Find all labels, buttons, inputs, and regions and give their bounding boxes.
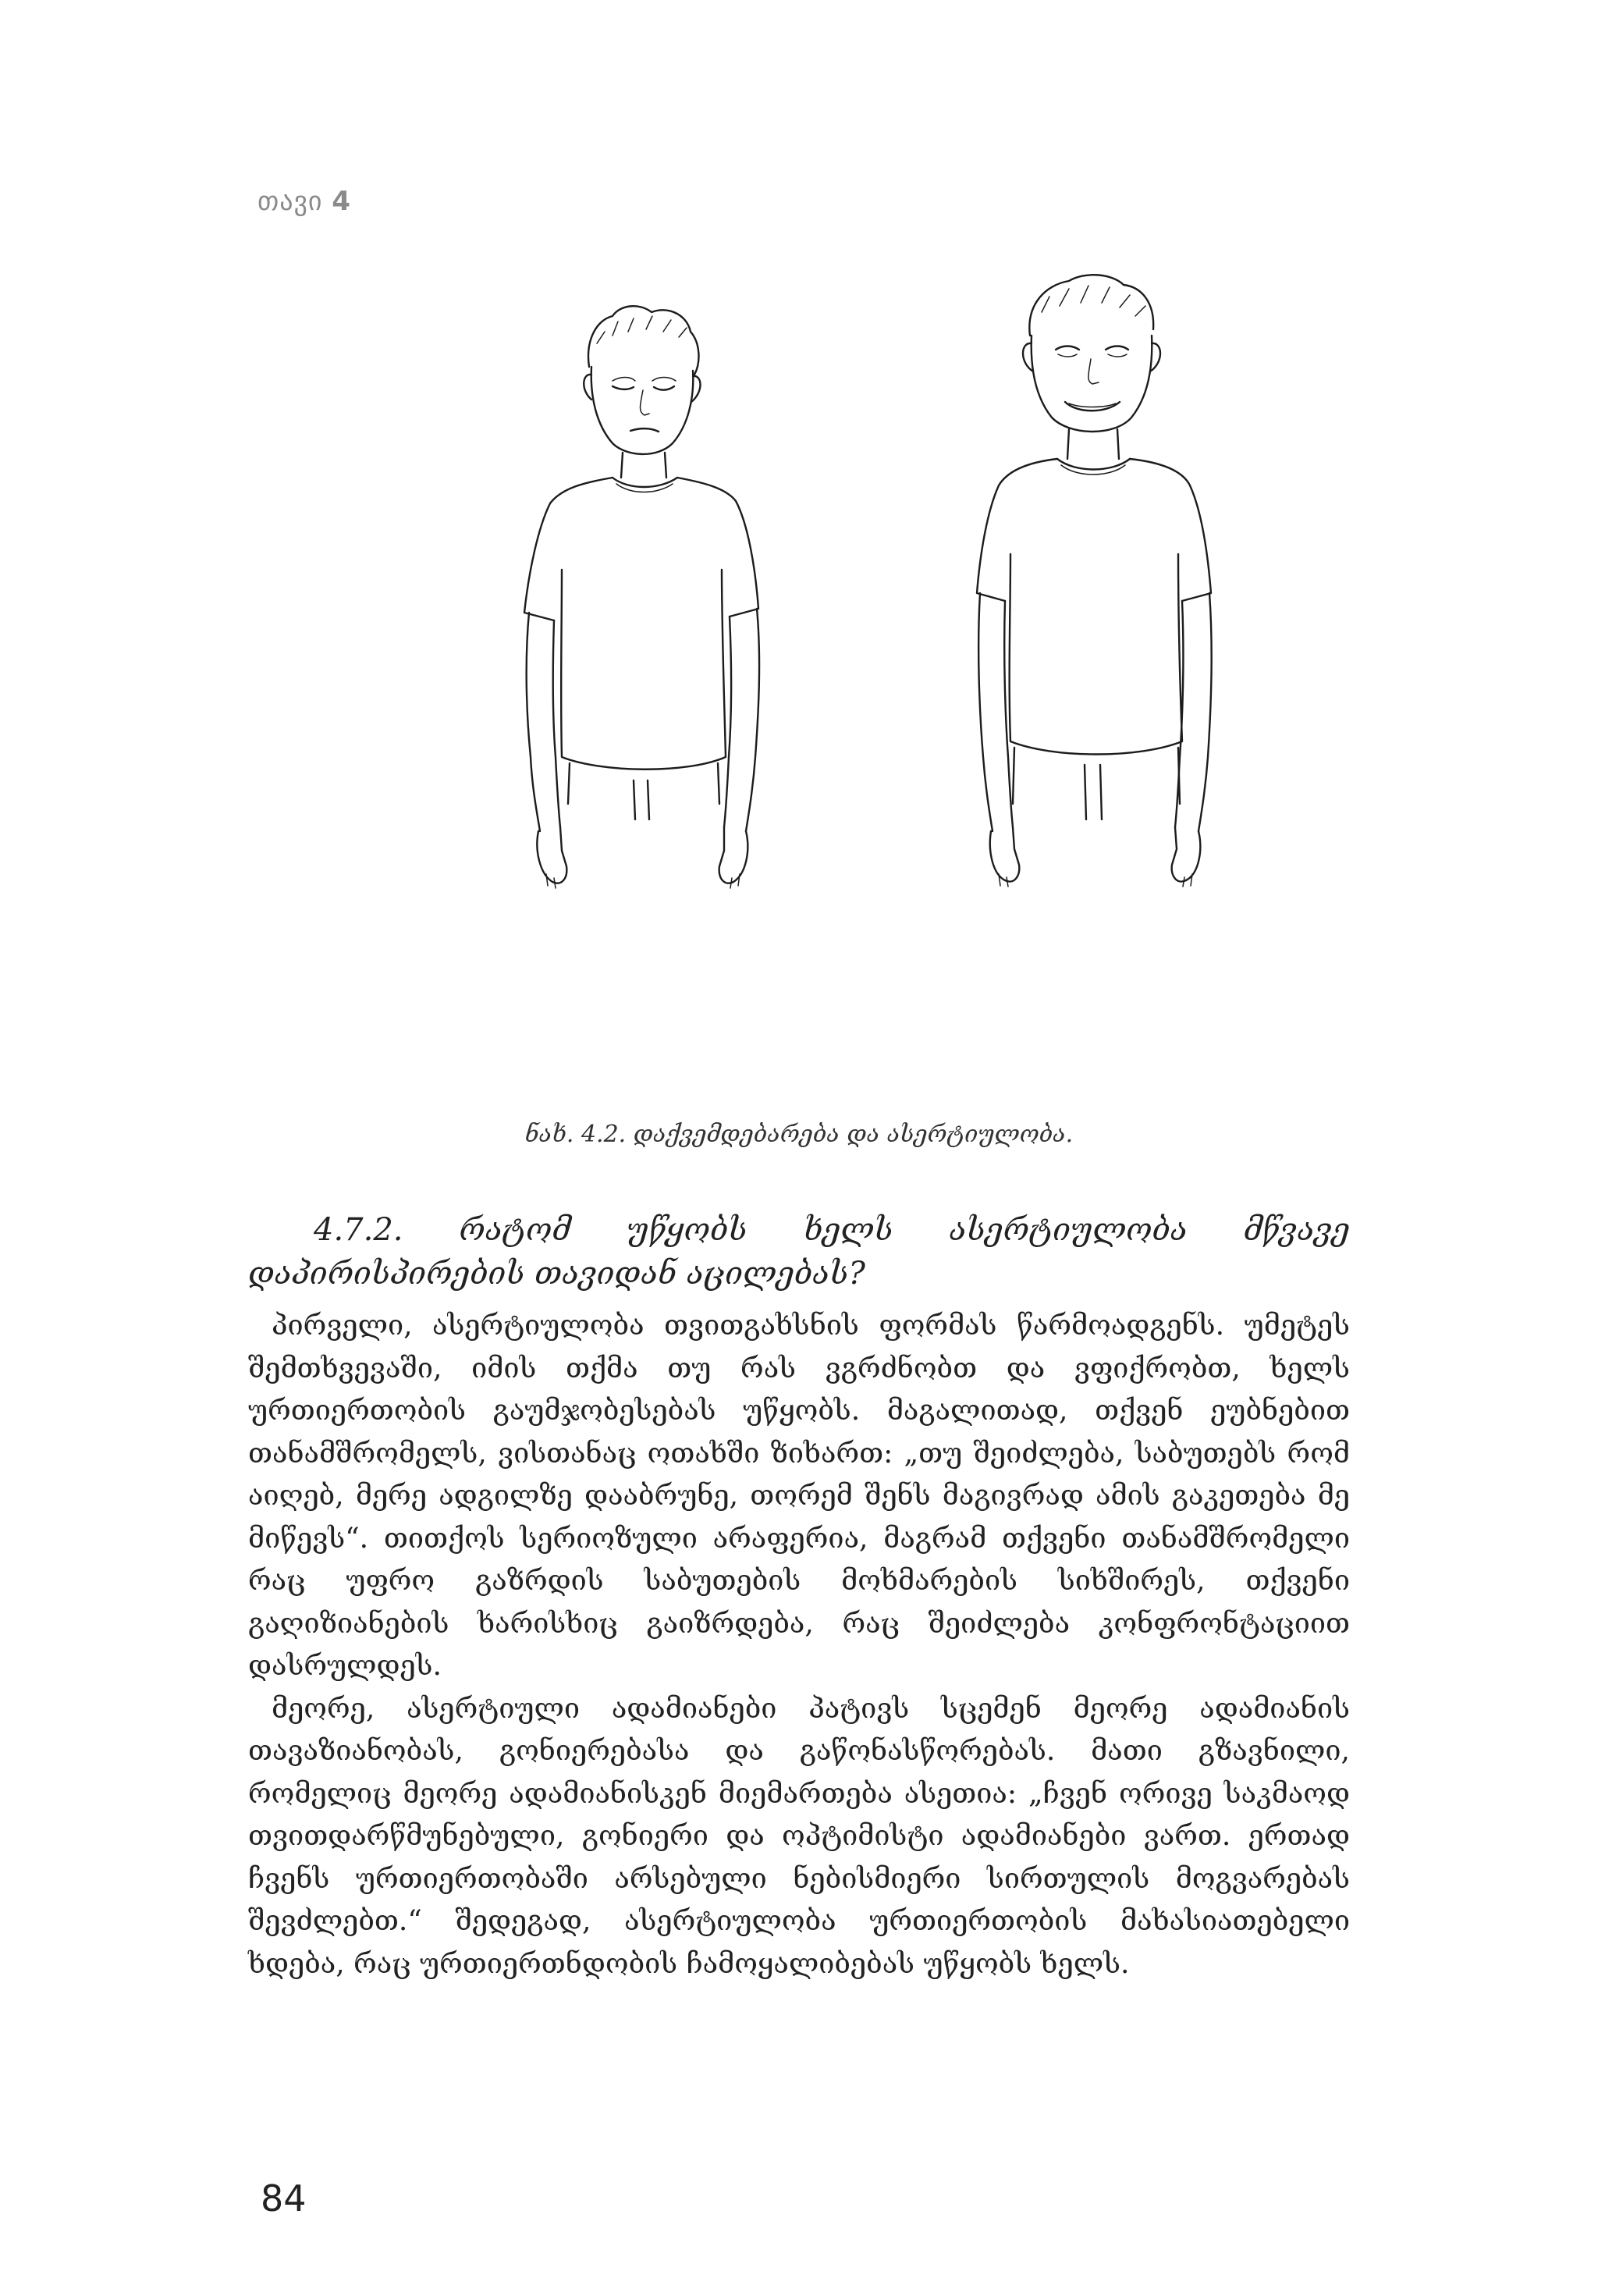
body-text [248,1305,1350,1985]
figure-illustration [453,258,1311,1046]
two-boys-drawing [453,258,1311,1046]
assertive-boy [977,275,1212,887]
chapter-label: თავი [257,186,323,217]
page-number: 84 [261,2177,307,2220]
section-title: 4.7.2. რატომ უწყობს ხელს ასერტიულობა მწვავე დაპირისპირების თავიდან აცილებას? [248,1212,1350,1292]
figure-caption: ნახ. 4.2. დაქვემდებარება და ასერტიულობა. [524,1121,1074,1148]
running-head [257,186,351,217]
paragraph: პირველი, ასერტიულობა თვითგახსნის ფორმას წარმოადგენს. უმეტეს შემთხვევაში, იმის თქმა თუ რას ვგრძნობთ და ვფიქრობთ, ხელს ურთიერთობის გაუმჯობესებას უწყობს. მაგალითად, თქვენ ეუბნებით თანამშრომელს, ვისთანაც ოთახში ზიხართ: „თუ შეიძლება, საბუთებს რომ აიღებ, მერე ადგილზე დააბრუნე, თორემ შენს მაგივრად ამის გაკეთება მე მიწევს“. თითქოს სერიოზული არაფერია, მაგრამ თქვენი თანამშრომელი რაც უფრო გაზრდის საბუთების მოხმარების სიხშირეს, თქვენი გაღიზიანების ხარისხიც გაიზრდება, რაც შეიძლება კონფრონტაციით დასრულდეს. [248,1310,1350,1682]
submissive-boy [524,306,759,888]
chapter-number: 4 [332,186,352,217]
paragraph: მეორე, ასერტიული ადამიანები პატივს სცემენ მეორე ადამიანის თავაზიანობას, გონიერებასა და გაწონასწორებას. მათი გზავნილი, რომელიც მეორე ადამიანისკენ მიემართება ასეთია: „ჩვენ ორივე საკმაოდ თვითდარწმუნებული, გონიერი და ოპტიმისტი ადამიანები ვართ. ერთად ჩვენს ურთიერთობაში არსებული ნებისმიერი სირთულის მოგვარებას შევძლებთ.“ შედეგად, ასერტიულობა ურთიერთობის მახასიათებელი ხდება, რაც ურთიერთნდობის ჩამოყალიბებას უწყობს ხელს. [248,1692,1350,1980]
